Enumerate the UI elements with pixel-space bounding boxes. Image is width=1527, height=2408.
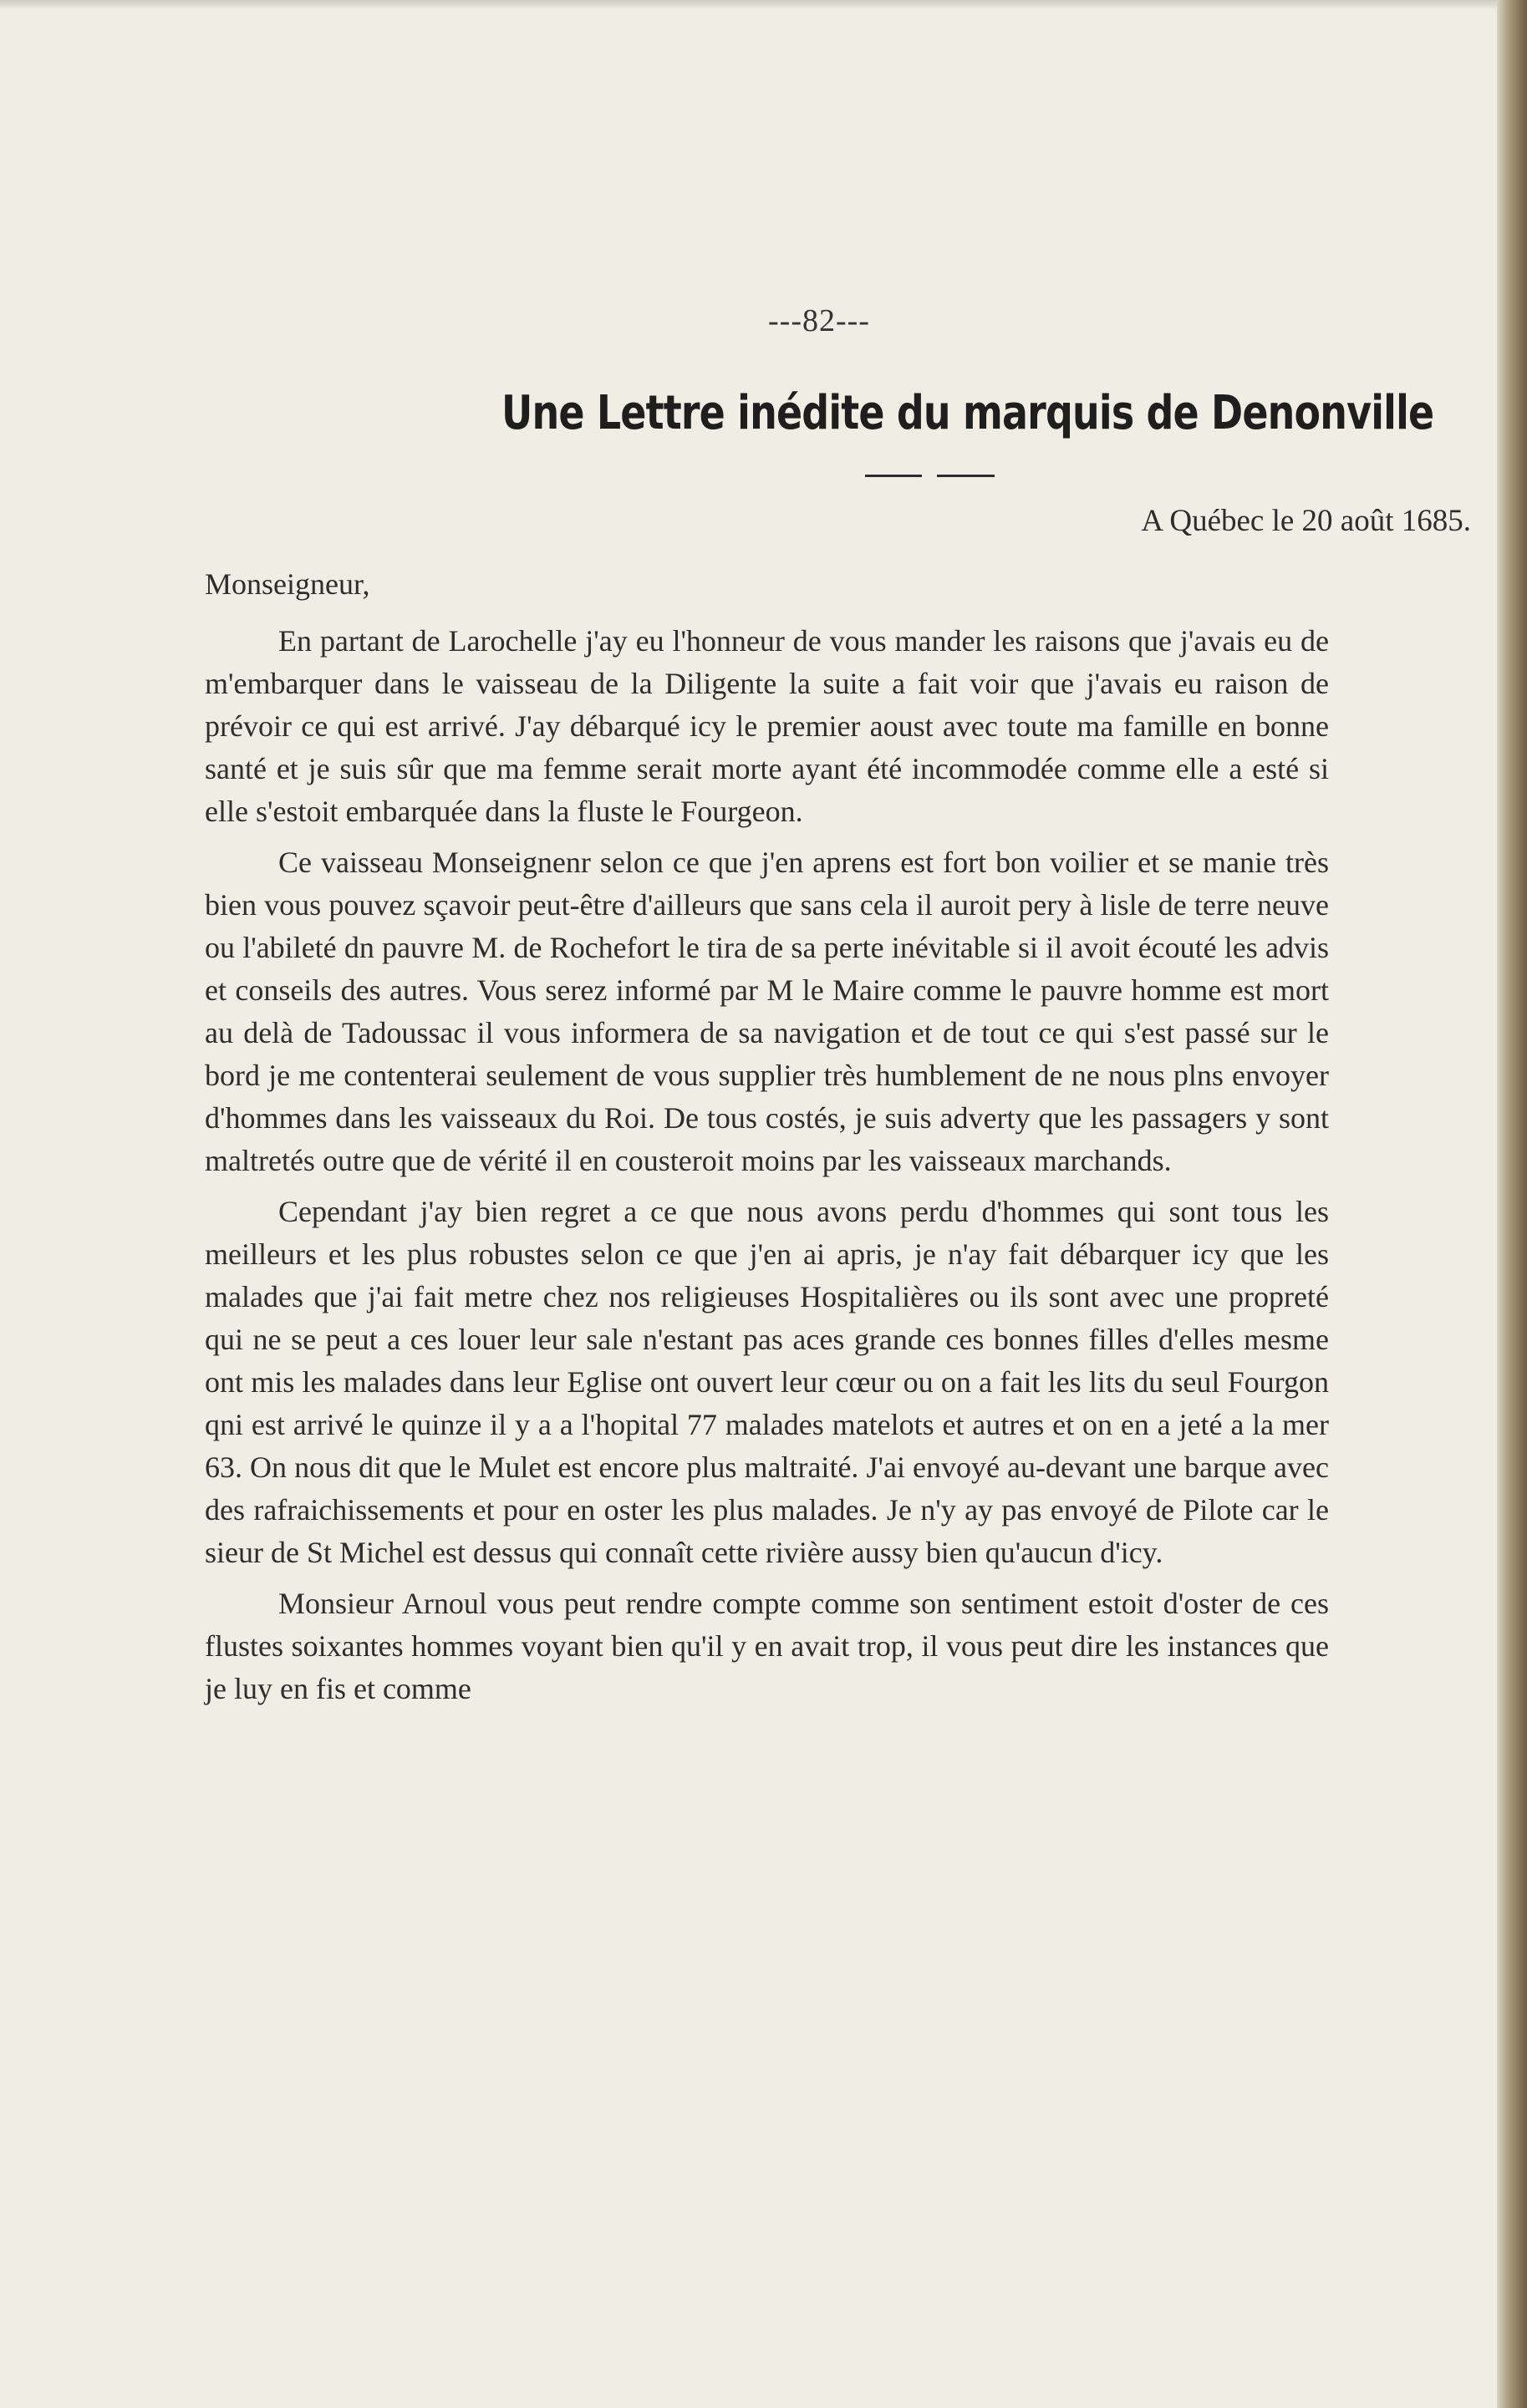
paragraph-2: Ce vaisseau Monseignenr selon ce que j'en aprens est fort bon voilier et se manie très bien vous pouvez sçavoir peut-être d'ailleurs que sans cela il auroit pery à lisle de terre neuve ou l'abileté dn pauvre M. de Rochefort le tira de sa perte inévitable si il avoit écouté les advis et conseils des autres. Vous serez informé par M le Maire comme le pauvre homme est mort au delà de Tadoussac il vous informera de sa navigation et de tout ce qui s'est passé sur le bord je me contenterai seulement de vous supplier très humblement de ne nous plns envoyer d'hommes dans les vaisseaux du Roi. De tous costés, je suis adverty que les passagers y sont maltretés outre que de vérité il en cousteroit moins par les vaisseaux marchands. [205,846,1329,1177]
ornament-line-left [865,475,922,477]
page-top-edge [0,0,1500,8]
paragraph-3: Cependant j'ay bien regret a ce que nous avons perdu d'hommes qui sont tous les meilleurs et les plus robustes selon ce que j'en ai apris, je n'ay fait débarquer icy que les malades que j'ai fait metre chez nos religieuses Hospitalières ou ils sont avec une propreté qui ne se peut a ces louer leur sale n'estant pas aces grande ces bonnes filles d'elles mesme ont mis les malades dans leur Eglise ont ouvert leur cœur ou on a fait les lits du seul Fourgon qni est arrivé le quinze il y a a l'hopital 77 malades matelots et autres et on en a jeté a la mer 63. On nous dit que le Mulet est encore plus maltraité. J'ai envoyé au-devant une barque avec des rafraichissements et pour en oster les plus malades. Je n'y ay pas envoyé de Pilote car le sieur de St Michel est dessus qui connaît cette rivière aussy bien qu'aucun d'icy. [205,1195,1329,1569]
page-binding-edge [1497,0,1527,2408]
ornament-line-right [937,475,995,477]
paragraph-4: Monsieur Arnoul vous peut rendre compte comme son sentiment estoit d'oster de ces flustes soixantes hommes voyant bien qu'il y en avait trop, il vous peut dire les instances que je luy en fis et comme [205,1587,1329,1705]
paragraph-1: En partant de Larochelle j'ay eu l'honneur de vous mander les raisons que j'avais eu de m'embarquer dans le vaisseau de la Diligente la suite a fait voir que j'avais eu raison de prévoir ce qui est arrivé. J'ay débarqué icy le premier aoust avec toute ma famille en bonne santé et je suis sûr que ma femme serait morte ayant été incommodée comme elle a esté si elle s'estoit embarquée dans la fluste le Fourgeon. [205,624,1329,828]
letter-salutation: Monseigneur, [205,567,370,601]
article-title: Une Lettre inédite du marquis de Denonville [501,386,1434,440]
letter-body [205,620,1329,1719]
page-number: ---82--- [768,303,870,338]
title-ornament [865,470,995,481]
letter-dateline: A Québec le 20 août 1685. [1141,504,1471,538]
